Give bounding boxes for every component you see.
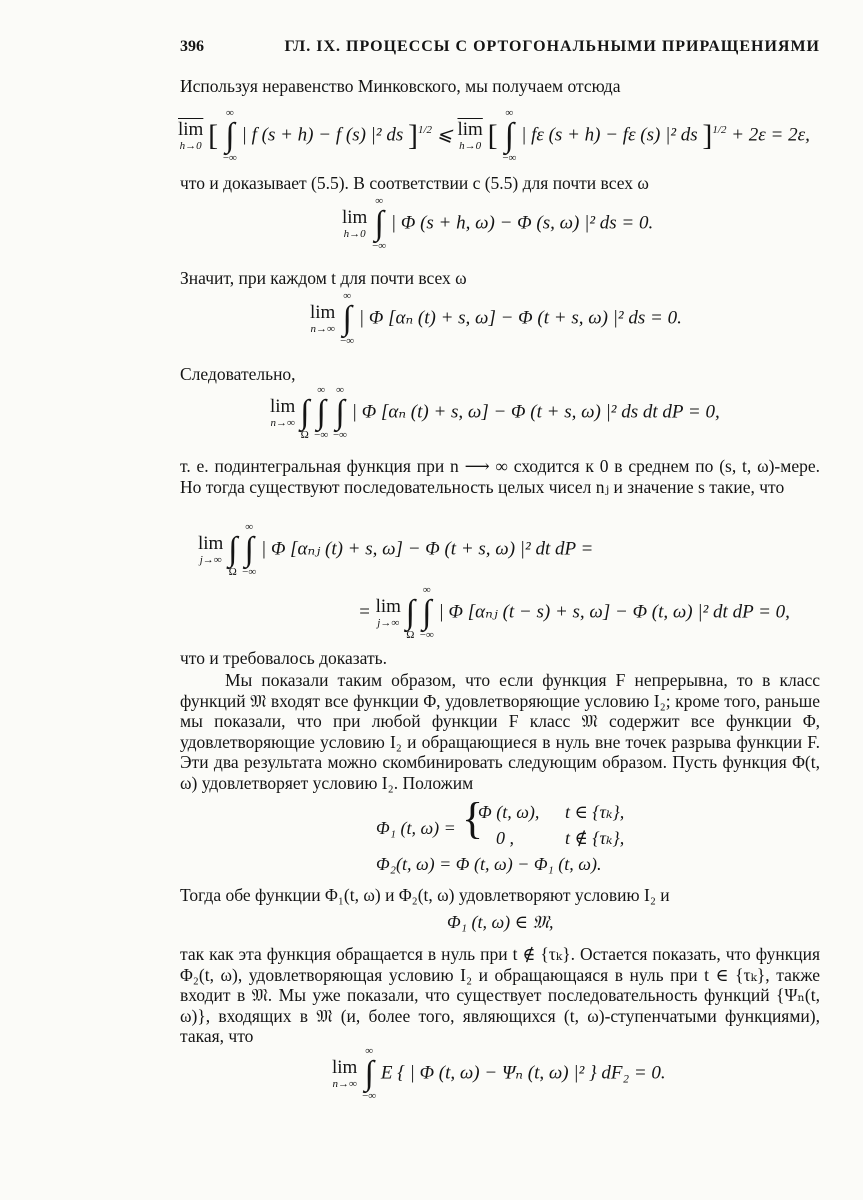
eq1-rel: ⩽ [436, 124, 453, 146]
eq6-brace: { [462, 794, 484, 843]
equation-3: lim n→∞ ∞ ∫ −∞ | Φ [αₙ (t) + s, ω] − Φ (t + s, ω) |² ds = 0. [310, 290, 682, 347]
eq6-case1-val: Φ (t, ω), [478, 802, 540, 822]
eq5a-lim: lim [198, 533, 224, 554]
equation-7: Φ₁ (t, ω) ∈ 𝔐, [447, 912, 554, 932]
eq1-int-lo-left: −∞ [222, 152, 237, 164]
eq4-sub: n→∞ [270, 417, 295, 429]
eq6-case1-cond: t ∈ {τₖ}, [565, 802, 625, 822]
eq1-tail: + 2ε = 2ε, [731, 124, 810, 146]
eq4-int2-up: ∞ [317, 384, 326, 396]
running-header [180, 38, 820, 60]
eq1-body-right: | fε (s + h) − fε (s) |² ds [521, 124, 698, 146]
eq1-sub-right: h→0 [459, 140, 482, 152]
eq4-int3-up: ∞ [336, 384, 344, 396]
eq5a-body: | Φ [αₙⱼ (t) + s, ω] − Φ (t + s, ω) |² dt dP = [260, 538, 594, 560]
eq2-lim: lim [342, 207, 368, 228]
page-number: 396 [180, 38, 204, 55]
paragraph-4: Следовательно, [180, 364, 296, 384]
eq5b-lead: = [358, 601, 371, 623]
eq1-lim-right: $\overline{lim}$ [457, 119, 483, 140]
equation-2: lim h→0 ∞ ∫ −∞ | Φ (s + h, ω) − Φ (s, ω) |² ds = 0. [342, 195, 654, 252]
eq6-case2-val: 0 , [496, 828, 514, 848]
eq4-body: | Φ [αₙ (t) + s, ω] − Φ (t + s, ω) |² ds dt dP = 0, [351, 401, 720, 423]
eq5a-sub: j→∞ [199, 554, 222, 566]
eq3-sub: n→∞ [310, 323, 335, 335]
eq5a-int2-lo: −∞ [242, 566, 257, 578]
eq1-sub-left: h→0 [179, 140, 202, 152]
paragraph-7: Мы показали таким образом, что если функция F непрерывна, то в класс функций 𝔐 входят все функции Φ, удовлетворяющие условию I₂; кроме того, раньше мы показали, что при любой функции F класс 𝔐 содержит все функции Φ, удовлетворяющие условию I₂ и обращающиеся в нуль вне точек разрыва функции F. Эти два результата можно скомбинировать следующим образом. Пусть функция Φ(t, ω) удовлетворяет условию I₂. Положим [180, 670, 820, 793]
eq1-int-up-right: ∞ [505, 107, 514, 119]
eq4-lim: lim [270, 396, 296, 417]
eq5b-lim: lim [375, 596, 401, 617]
eq8-int-lo: −∞ [362, 1090, 377, 1102]
paragraph-9: так как эта функция обращается в нуль при t ∉ {τₖ}. Остается показать, что функция Φ₂(t, ω), удовлетворяющая условию I₂ и обращающаяся в нуль при t ∈ {τₖ}, также входит в 𝔐. Мы уже показали, что существует последовательность функций {Ψₙ(t, ω)}, входящих в 𝔐 (и, более того, являющихся (t, ω)-ступенчатыми функциями), такая, что [180, 944, 820, 1046]
eq1-pow-right: 1/2 [712, 124, 727, 137]
paragraph-1: Используя неравенство Минковского, мы получаем отсюда [180, 76, 621, 96]
eq1-pow-left: 1/2 [417, 124, 433, 137]
eq2-body: | Φ (s + h, ω) − Φ (s, ω) |² ds = 0. [390, 212, 654, 234]
equation-5a: lim j→∞ ∫ Ω ∞ ∫ −∞ | Φ [αₙⱼ (t) + s, ω] − Φ (t + s, ω) |² dt dP = [198, 521, 594, 578]
chapter-title: ГЛ. IX. ПРОЦЕССЫ С ОРТОГОНАЛЬНЫМИ ПРИРАЩЕНИЯМИ [284, 38, 820, 55]
eq6-line2: Φ₂(t, ω) = Φ (t, ω) − Φ₁ (t, ω). [376, 854, 602, 874]
equation-8: lim n→∞ ∞ ∫ −∞ E { | Φ (t, ω) − Ψₙ (t, ω) |² } dF₂ = 0. [332, 1045, 666, 1102]
eq8-int-up: ∞ [365, 1045, 374, 1057]
eq3-lim: lim [310, 302, 336, 323]
eq5b-sub: j→∞ [377, 617, 400, 629]
eq5a-int1-lo: Ω [228, 566, 237, 578]
eq5b-body: | Φ [αₙⱼ (t − s) + s, ω] − Φ (t, ω) |² dt dP = 0, [438, 601, 790, 623]
eq4-int1-lo: Ω [300, 429, 309, 441]
paragraph-8: Тогда обе функции Φ₁(t, ω) и Φ₂(t, ω) удовлетворяют условию I₂ и [180, 885, 670, 905]
equation-1: $\overline{lim}$ h→0 [ ∞ ∫ −∞ | f (s + h) − f (s) |² ds ]$^{1/2}$ ⩽ $\overline{lim}$ h→0 [ ∞ ∫ −∞ | fε (s + h) − fε (s) |² ds ]$^{1/2}$ + 2ε = 2ε, [178, 107, 810, 164]
eq5a-int2-up: ∞ [245, 521, 254, 533]
eq2-int-up: ∞ [375, 195, 384, 207]
paragraph-2: что и доказывает (5.5). В соответствии с (5.5) для почти всех ω [180, 173, 649, 193]
eq4-int3-lo: −∞ [332, 429, 348, 441]
eq2-sub: h→0 [343, 228, 366, 240]
eq6-lhs: Φ₁ (t, ω) = [376, 818, 456, 838]
eq2-int-lo: −∞ [372, 240, 387, 252]
paragraph-6: что и требовалось доказать. [180, 648, 388, 668]
eq8-body: E { | Φ (t, ω) − Ψₙ (t, ω) |² } dF₂ = 0. [380, 1062, 666, 1084]
eq3-body: | Φ [αₙ (t) + s, ω] − Φ (t + s, ω) |² ds = 0. [358, 307, 682, 329]
paragraph-3: Значит, при каждом t для почти всех ω [180, 268, 467, 288]
eq6-case2-cond: t ∉ {τₖ}, [565, 828, 625, 848]
eq1-int-lo-right: −∞ [502, 152, 517, 164]
eq8-lim: lim [332, 1057, 358, 1078]
eq3-int-lo: −∞ [340, 335, 355, 347]
eq3-int-up: ∞ [343, 290, 352, 302]
eq1-body-left: | f (s + h) − f (s) |² ds [241, 124, 404, 146]
paragraph-5: т. е. подинтегральная функция при n ⟶ ∞ сходится к 0 в среднем по (s, t, ω)-мере. Но тогда существуют последовательность целых чисел nⱼ и значение s такие, что [180, 456, 820, 497]
equation-4: lim n→∞ ∫ Ω ∞ ∫ −∞ ∞ ∫ −∞ | Φ [αₙ (t) + s, ω] − Φ (t + s, ω) |² ds dt dP = 0, [270, 384, 720, 441]
eq5b-int1-lo: Ω [406, 629, 415, 641]
eq1-int-up-left: ∞ [225, 107, 234, 119]
eq5b-int2-up: ∞ [422, 584, 431, 596]
equation-5b: = lim j→∞ ∫ Ω ∞ ∫ −∞ | Φ [αₙⱼ (t − s) + s, ω] − Φ (t, ω) |² dt dP = 0, [358, 584, 790, 641]
eq4-int2-lo: −∞ [314, 429, 329, 441]
eq1-lim-left: $\overline{lim}$ [178, 119, 204, 140]
eq5b-int2-lo: −∞ [419, 629, 434, 641]
eq8-sub: n→∞ [332, 1078, 357, 1090]
